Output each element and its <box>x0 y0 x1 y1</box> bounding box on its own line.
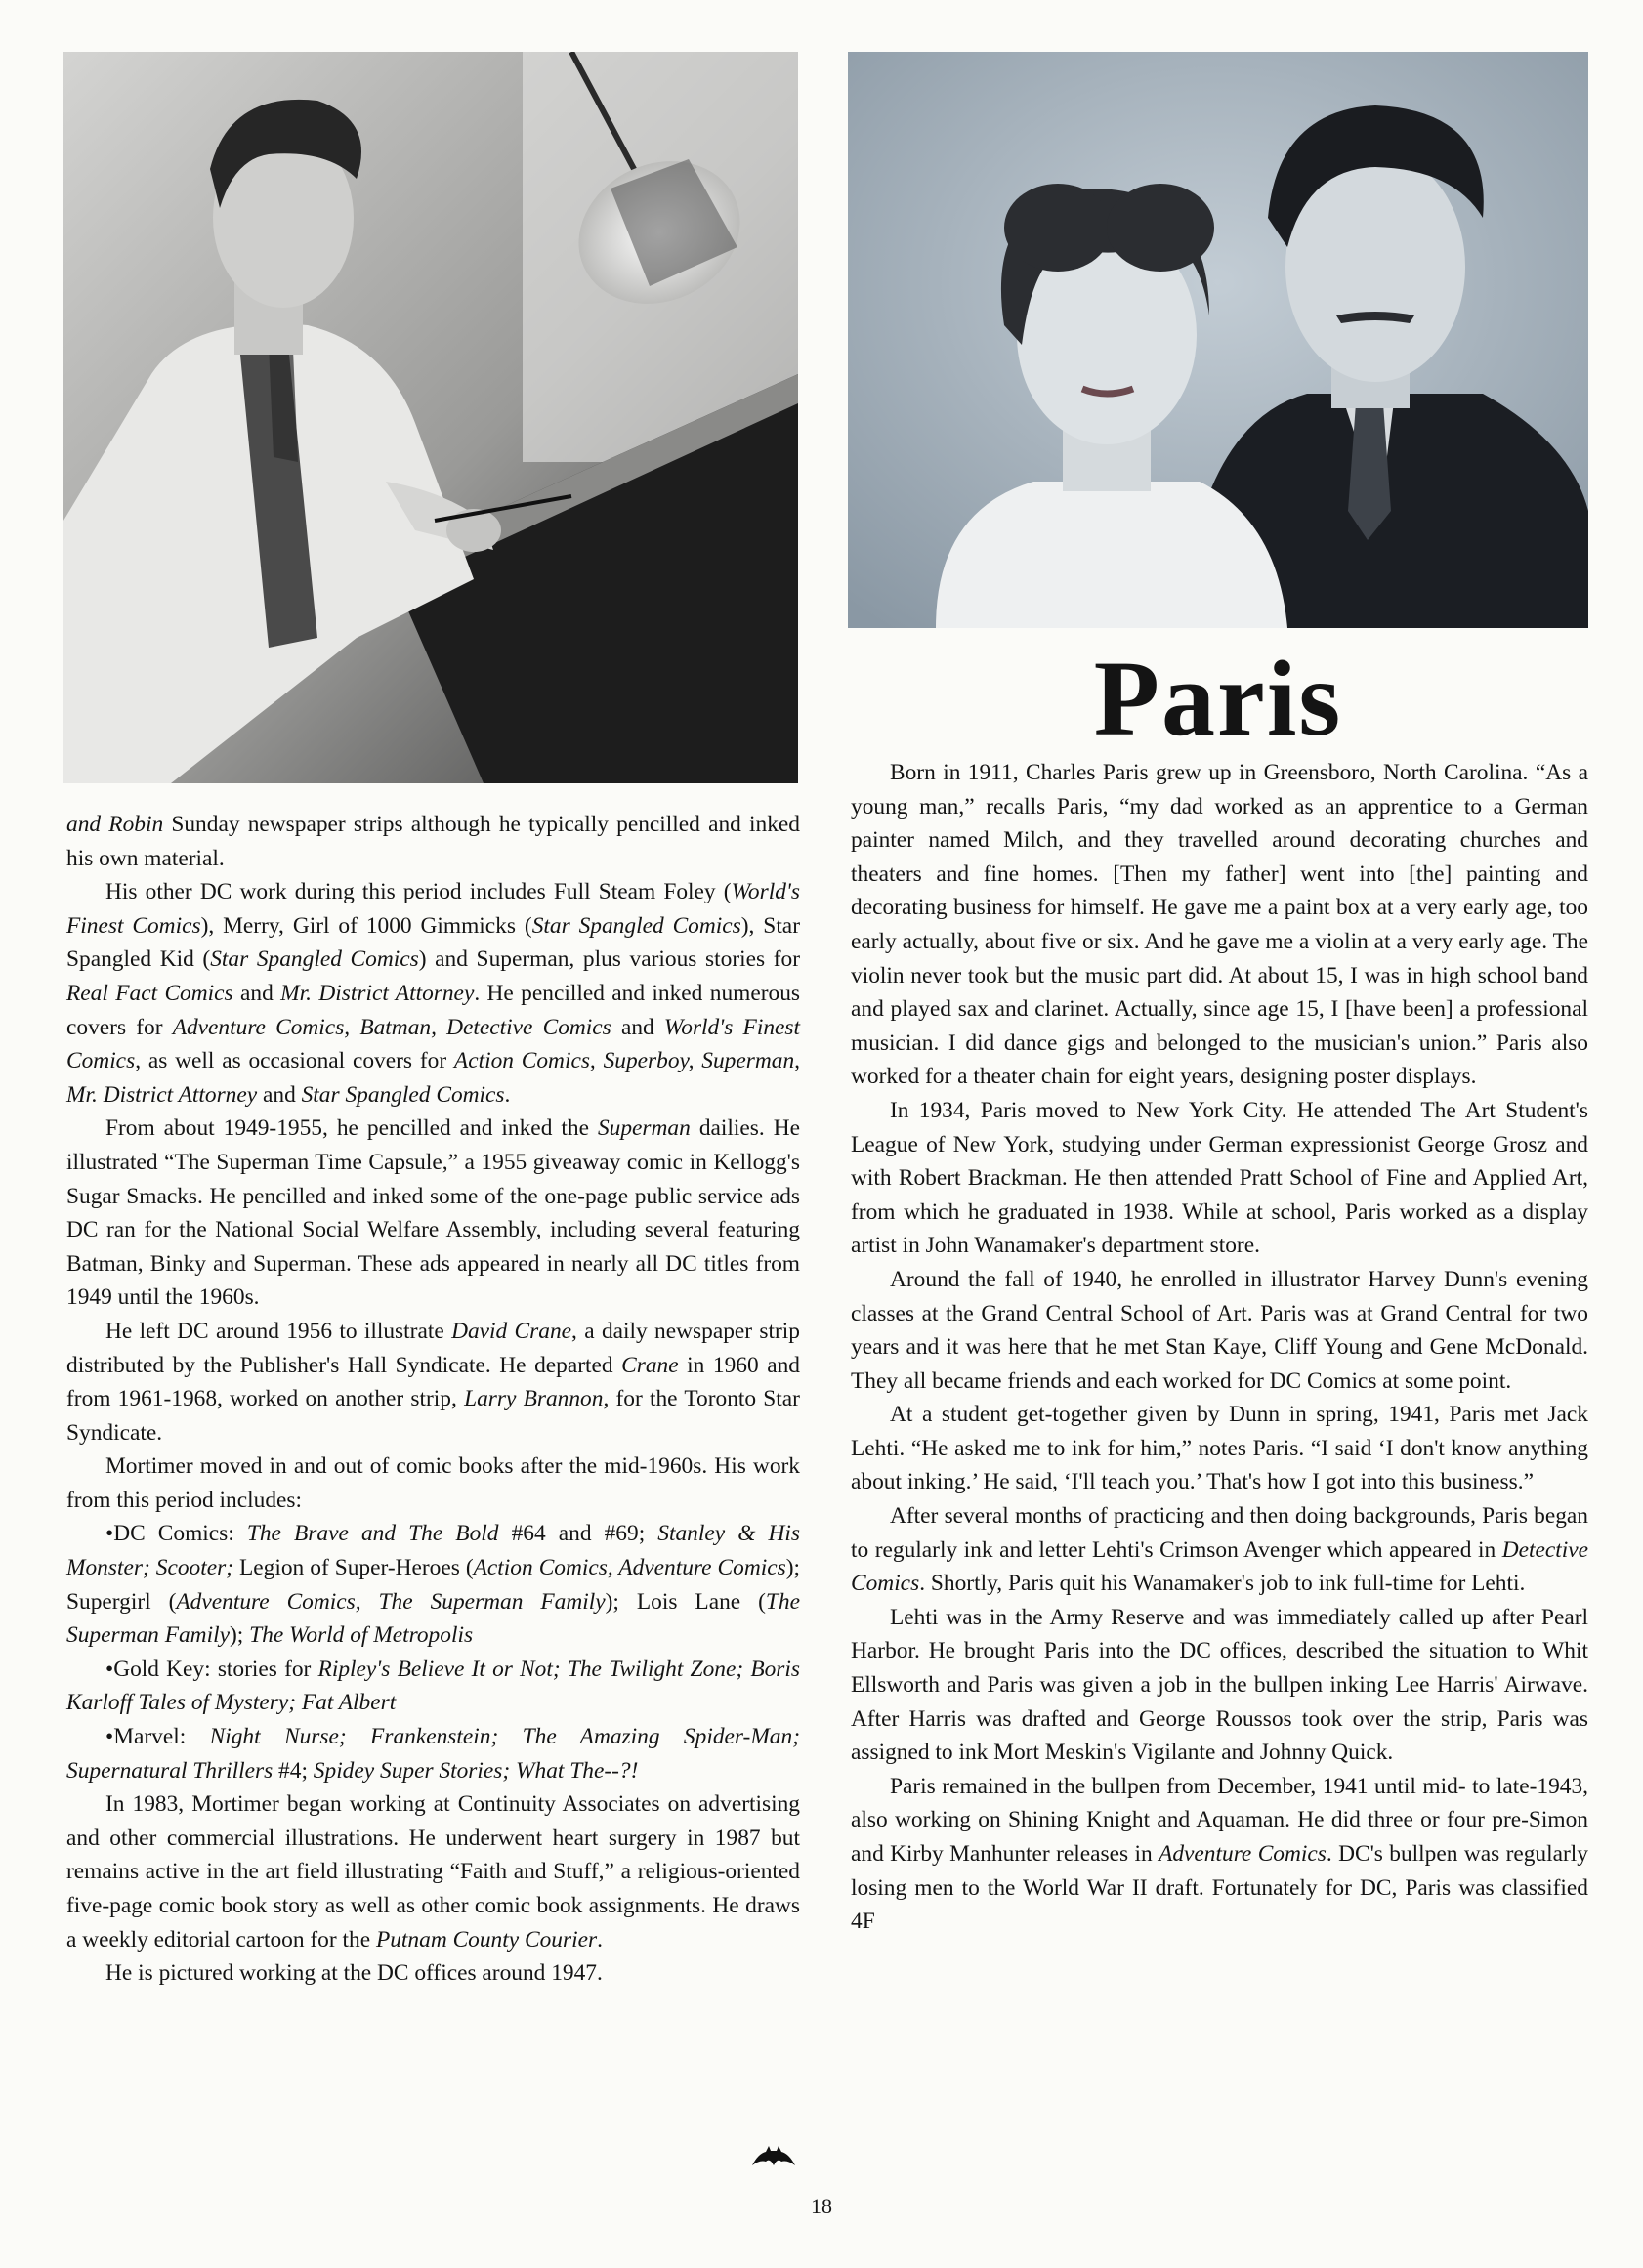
page-number: 18 <box>811 2194 832 2218</box>
right-column <box>851 756 1588 1939</box>
artist-photo-image <box>63 52 798 783</box>
portrait-photo <box>848 52 1588 628</box>
paragraph: Paris remained in the bullpen from December, 1941 until mid- to late-1943, also working on Shining Knight and Aquaman. He did three or four pre-Simon and Kirby Manhunter releases in Adventure Comics. DC's bullpen was regularly losing men to the World War II draft. Fortunately for DC, Paris was classified 4F <box>851 1773 1588 1935</box>
list-item: •Gold Key: stories for Ripley's Believe It or Not; The Twilight Zone; Boris Karloff Tales of Mystery; Fat Albert <box>66 1656 801 1716</box>
paragraph: Born in 1911, Charles Paris grew up in Greensboro, North Carolina. “As a young man,” recalls Paris, “my dad worked as an apprentice to a German painter named Milch, and they travelled around decorating churches and theaters and fine homes. [Then my father] went into [the] painting and decorating business for himself. He gave me a paint box at a very early age, too early actually, about five or six. And he gave me a violin at a very early age. The violin never took but the music part did. At about 15, I was in high school band and played sax and clarinet. Actually, since age 15, I [have been] a professional musician. I did dance gigs and belonged to the musician's union.” Paris also worked for a theater chain for eight years, designing poster displays. <box>851 760 1588 1090</box>
paragraph: From about 1949-1955, he pencilled and inked the Superman dailies. He illustrated “The Superman Time Capsule,” a 1955 giveaway comic in Kellogg's Sugar Smacks. He pencilled and inked some of the one-page public service ads DC ran for the National Social Welfare Assembly, including several featuring Batman, Binky and Superman. These ads appeared in nearly all DC titles from 1949 until the 1960s. <box>66 1115 801 1311</box>
list-item: •DC Comics: The Brave and The Bold #64 and #69; Stanley & His Monster; Scooter; Legion of Super-Heroes (Action Comics, Adventure Comics); Supergirl (Adventure Comics, The Superman Family); Lois Lane (The Superman Family); The World of Metropolis <box>66 1521 800 1649</box>
paragraph: After several months of practicing and then doing backgrounds, Paris began to regularly ink and letter Lehti's Crimson Avenger which appeared in Detective Comics. Shortly, Paris quit his Wanamaker's job to ink full-time for Lehti. <box>851 1503 1588 1597</box>
paragraph: Around the fall of 1940, he enrolled in illustrator Harvey Dunn's evening classes at the Grand Central School of Art. Paris was at Grand Central for two years and it was here that he met Stan Kaye, Cliff Young and Gene McDonald. They all became friends and each worked for DC Comics at some point. <box>851 1266 1588 1394</box>
paragraph: and Robin Sunday newspaper strips although he typically pencilled and inked his own material. <box>66 812 800 871</box>
artist-photo <box>63 52 798 783</box>
paragraph: His other DC work during this period includes Full Steam Foley (World's Finest Comics), Merry, Girl of 1000 Gimmicks (Star Spangled Comics), Star Spangled Kid (Star Spangled Comics) and Superman, plus various stories for Real Fact Comics and Mr. District Attorney. He pencilled and inked numerous covers for Adventure Comics, Batman, Detective Comics and World's Finest Comics, as well as occasional covers for Action Comics, Superboy, Superman, Mr. District Attorney and Star Spangled Comics. <box>66 879 801 1108</box>
paragraph: In 1934, Paris moved to New York City. He attended The Art Student's League of New York, studying under German expressionist George Grosz and with Robert Brackman. He then attended Pratt School of Fine and Applied Art, from which he graduated in 1938. While at school, Paris worked as a display artist in John Wanamaker's department store. <box>851 1097 1588 1259</box>
paragraph: At a student get-together given by Dunn in spring, 1941, Paris met Jack Lehti. “He asked me to ink for him,” notes Paris. “I said ‘I don't know anything about inking.’ He said, ‘I'll teach you.’ That's how I got into this business.” <box>851 1402 1588 1495</box>
portrait-photo-image <box>848 52 1588 628</box>
list-item: •Marvel: Night Nurse; Frankenstein; The Amazing Spider-Man; Supernatural Thrillers #4; Spidey Super Stories; What The--?! <box>66 1724 800 1784</box>
paragraph: He left DC around 1956 to illustrate David Crane, a daily newspaper strip distributed by the Publisher's Hall Syndicate. He departed Crane in 1960 and from 1961-1968, worked on another strip, Larry Brannon, for the Toronto Star Syndicate. <box>66 1318 800 1446</box>
left-column <box>66 808 800 1991</box>
page-title: Paris <box>1093 639 1343 758</box>
paragraph: Lehti was in the Army Reserve and was immediately called up after Pearl Harbor. He brought Paris into the DC offices, described the situation to Whit Ellsworth and Paris was given a job in the bullpen inking Lee Harris' Airwave. After Harris was drafted and George Roussos took over the strip, Paris was assigned to ink Mort Meskin's Vigilante and Johnny Quick. <box>851 1604 1588 1766</box>
paragraph: He is pictured working at the DC offices around 1947. <box>105 1960 603 1987</box>
bat-icon <box>752 2146 795 2167</box>
paragraph: Mortimer moved in and out of comic books after the mid-1960s. His work from this period includes: <box>66 1453 800 1513</box>
paragraph: In 1983, Mortimer began working at Continuity Associates on advertising and other commercial illustrations. He underwent heart surgery in 1987 but remains active in the art field illustrating “Faith and Stuff,” a religious-oriented five-page comic book story as well as other comic book assignments. He draws a weekly editorial cartoon for the Putnam County Courier. <box>66 1791 800 1953</box>
